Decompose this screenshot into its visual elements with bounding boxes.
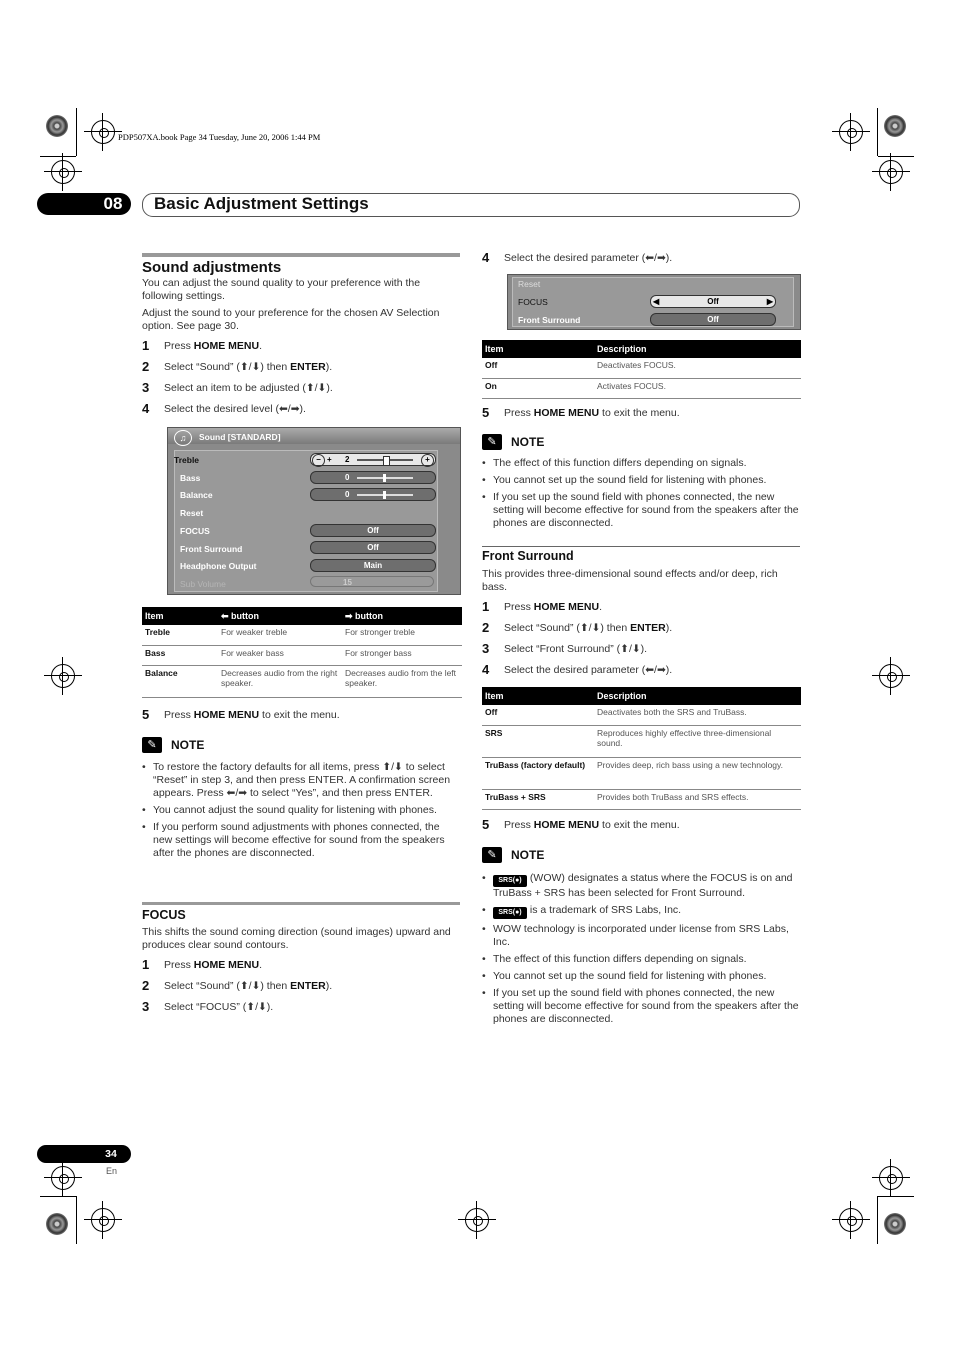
color-bar-disc xyxy=(46,115,68,137)
arrow-icon: ⬆/⬇ xyxy=(239,361,261,373)
table-cell: Off xyxy=(482,358,594,378)
slider-knob xyxy=(383,456,390,466)
intro-text: Adjust the sound to your preference for the chosen AV Selection option. See page 30. xyxy=(142,307,440,332)
table-cell: TruBass (factory default) xyxy=(482,757,594,789)
slider-knob xyxy=(383,491,386,499)
language-label: En xyxy=(106,1166,118,1176)
table-cell: Deactivates both the SRS and TruBass. xyxy=(594,705,801,725)
table-cell: Provides both TruBass and SRS effects. xyxy=(594,789,801,809)
registration-mark xyxy=(879,160,903,184)
table-cell: Provides deep, rich bass using a new technology. xyxy=(594,757,801,789)
table-header: Item xyxy=(482,687,594,705)
osd-row-treble[interactable]: Treble xyxy=(174,455,200,465)
table-header: Description xyxy=(594,687,801,705)
registration-mark xyxy=(839,120,863,144)
table-cell: Off xyxy=(482,705,594,725)
focus-table xyxy=(482,340,801,399)
note-item: • If you set up the sound field with phones connected, the new setting will become effective for sound from the speakers after the phones are disconnected. xyxy=(482,987,800,1026)
note-item: • The effect of this function differs depending on signals. xyxy=(482,953,800,966)
note-item: • You cannot set up the sound field for listening with phones. xyxy=(482,970,800,983)
note-item: • You cannot set up the sound field for listening with phones. xyxy=(482,474,800,487)
note-item: • WOW technology is incorporated under license from SRS Labs, Inc. xyxy=(482,923,800,949)
section-bar xyxy=(142,253,460,257)
table-header: ➡ button xyxy=(342,607,462,625)
focus-intro: This shifts the sound coming direction (sound images) upward and produces clear sound contours. xyxy=(142,926,451,951)
registration-mark xyxy=(465,1208,489,1232)
plus-icon: + xyxy=(327,455,332,464)
srs-wow-logo: SRS(●) xyxy=(493,875,527,887)
focus-title: FOCUS xyxy=(142,908,186,922)
intro-text: You can adjust the sound quality to your preference with the following settings. xyxy=(142,277,421,302)
arrow-icon: ⬅/➡ xyxy=(645,664,666,676)
crop-mark xyxy=(877,1196,878,1244)
focus-osd-screen xyxy=(507,274,801,330)
treble-value: 2 xyxy=(345,455,350,464)
note-list xyxy=(142,761,460,864)
table-cell: Deactivates FOCUS. xyxy=(594,358,801,378)
arrow-icon: ⬆/⬇ xyxy=(246,1001,267,1013)
right-arrow-icon: ▶ xyxy=(766,297,773,306)
front-surround-value[interactable]: Off xyxy=(310,541,436,554)
registration-mark xyxy=(91,1208,115,1232)
balance-value: 0 xyxy=(345,490,350,499)
plus-icon: + xyxy=(421,454,434,467)
table-header: ⬅ button xyxy=(218,607,342,625)
osd-row-bass[interactable]: Bass xyxy=(180,473,201,483)
crop-mark xyxy=(878,156,914,157)
table-cell: Decreases audio from the left speaker. xyxy=(342,665,462,697)
table-cell: For weaker treble xyxy=(218,625,342,645)
osd-row-front-surround[interactable]: Front Surround xyxy=(180,544,243,554)
note-list xyxy=(482,457,800,534)
note-item: • To restore the factory defaults for all items, press ⬆/⬇ to select “Reset” in step 3, and then press ENTER. A confirmation screen appears. Press ⬅/➡ to select “Yes”, and then press ENTER. xyxy=(142,761,460,800)
osd-row-focus[interactable]: FOCUS xyxy=(518,297,548,307)
chapter-number: 08 xyxy=(103,194,123,213)
section-title: Sound adjustments xyxy=(142,259,282,276)
table-header: Item xyxy=(482,340,594,358)
page-number: 34 xyxy=(105,1148,117,1160)
table-cell: For weaker bass xyxy=(218,645,342,665)
table-cell: Treble xyxy=(142,625,218,645)
bass-slider[interactable] xyxy=(310,471,436,484)
minus-icon: − xyxy=(312,454,325,467)
focus-value-selector[interactable] xyxy=(650,295,776,308)
color-bar-disc xyxy=(884,115,906,137)
color-bar-disc xyxy=(884,1213,906,1235)
crop-mark xyxy=(878,1196,914,1197)
registration-mark xyxy=(51,664,75,688)
focus-value[interactable]: Off xyxy=(310,524,436,537)
osd-row-reset[interactable]: Reset xyxy=(180,508,204,518)
table-cell: SRS xyxy=(482,725,594,757)
arrow-icon: ⬅/➡ xyxy=(278,403,300,415)
table-header: Description xyxy=(594,340,801,358)
treble-slider[interactable] xyxy=(310,453,436,466)
note-item: • If you perform sound adjustments with phones connected, the new settings will become effective for sound from the speakers after the phones are disconnected. xyxy=(142,821,460,860)
registration-mark xyxy=(51,160,75,184)
arrow-icon: ⬆/⬇ xyxy=(239,980,261,992)
table-cell: Activates FOCUS. xyxy=(594,378,801,398)
front-surround-value[interactable]: Off xyxy=(650,313,776,326)
headphone-output-value[interactable]: Main xyxy=(310,559,436,572)
osd-row-sub-volume[interactable]: Sub Volume xyxy=(180,579,226,589)
registration-mark xyxy=(839,1208,863,1232)
crop-mark xyxy=(76,1196,77,1244)
focus-value: Off xyxy=(707,297,719,306)
table-cell: Bass xyxy=(142,645,218,665)
arrow-icon: ⬆/⬇ xyxy=(620,643,641,655)
table-cell: On xyxy=(482,378,594,398)
table-cell: Decreases audio from the right speaker. xyxy=(218,665,342,697)
sound-items-table xyxy=(142,607,462,698)
osd-row-headphone-output[interactable]: Headphone Output xyxy=(180,561,257,571)
note-item: • You cannot adjust the sound quality for listening with phones. xyxy=(142,804,460,817)
crop-mark xyxy=(40,1196,76,1197)
osd-row-reset[interactable]: Reset xyxy=(518,279,541,289)
front-surround-title: Front Surround xyxy=(482,549,574,563)
note-item: • If you set up the sound field with phones connected, the new setting will become effective for sound from the speakers after the phones are disconnected. xyxy=(482,491,800,530)
arrow-icon: ⬅/➡ xyxy=(645,252,666,264)
section-bar xyxy=(142,902,460,905)
crop-mark xyxy=(877,108,878,156)
table-cell: Reproduces highly effective three-dimensional sound. xyxy=(594,725,801,757)
sound-osd-screen xyxy=(167,427,461,595)
note-item: • SRS(●) is a trademark of SRS Labs, Inc. xyxy=(482,904,800,919)
arrow-icon: ⬆/⬇ xyxy=(305,382,327,394)
divider xyxy=(482,546,800,547)
registration-mark xyxy=(91,120,115,144)
osd-row-front-surround[interactable]: Front Surround xyxy=(518,315,581,325)
balance-slider[interactable] xyxy=(310,488,436,501)
print-header: PDP507XA.book Page 34 Tuesday, June 20, 2006 1:44 PM xyxy=(118,132,321,142)
front-surround-intro: This provides three-dimensional sound effects and/or deep, rich bass. xyxy=(482,568,778,593)
crop-mark xyxy=(76,108,77,156)
note-label: NOTE xyxy=(511,848,545,862)
osd-row-balance[interactable]: Balance xyxy=(180,490,213,500)
table-cell: For stronger treble xyxy=(342,625,462,645)
bass-value: 0 xyxy=(345,473,350,482)
slider-knob xyxy=(383,474,386,482)
note-pencil-icon: ✎ xyxy=(482,847,502,863)
note-label: NOTE xyxy=(511,435,545,449)
music-note-icon: ♫ xyxy=(174,430,192,446)
srs-wow-logo: SRS(●) xyxy=(493,907,527,919)
left-arrow-icon: ◀ xyxy=(653,297,660,306)
table-cell: For stronger bass xyxy=(342,645,462,665)
note-item: • SRS(●) (WOW) designates a status where the FOCUS is on and TruBass + SRS has been selected for Front Surround. xyxy=(482,872,800,900)
note-label: NOTE xyxy=(171,738,205,752)
osd-title: Sound [STANDARD] xyxy=(199,432,281,442)
table-cell: Balance xyxy=(142,665,218,697)
table-header: Item xyxy=(142,607,218,625)
registration-mark xyxy=(879,1166,903,1190)
chapter-title: Basic Adjustment Settings xyxy=(154,194,369,213)
color-bar-disc xyxy=(46,1213,68,1235)
table-cell: TruBass + SRS xyxy=(482,789,594,809)
registration-mark xyxy=(879,664,903,688)
front-surround-table xyxy=(482,687,801,810)
crop-mark xyxy=(40,156,76,157)
sub-volume-value[interactable]: 15 xyxy=(310,576,434,587)
note-pencil-icon: ✎ xyxy=(482,434,502,450)
arrow-icon: ⬆/⬇ xyxy=(579,622,601,634)
registration-mark xyxy=(51,1166,75,1190)
note-pencil-icon: ✎ xyxy=(142,737,162,753)
note-item: • The effect of this function differs depending on signals. xyxy=(482,457,800,470)
note-list xyxy=(482,872,800,1030)
osd-row-focus[interactable]: FOCUS xyxy=(180,526,210,536)
